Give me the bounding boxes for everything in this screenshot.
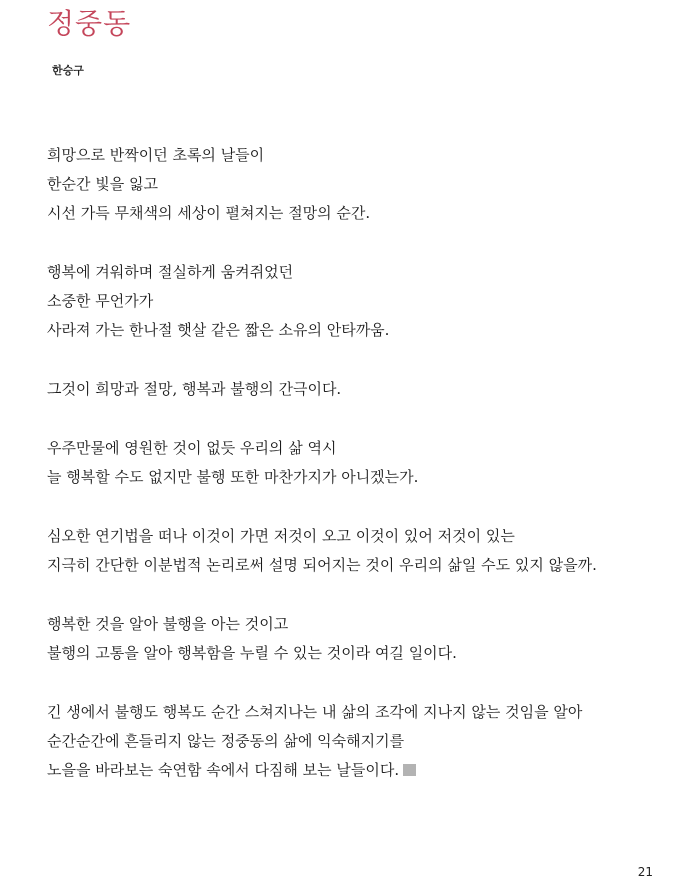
- stanza-6: [47, 610, 677, 668]
- page-title: 정중동: [47, 7, 132, 40]
- poem-line: 사라져 가는 한나절 햇살 같은 짧은 소유의 안타까움.: [47, 321, 390, 339]
- stanza-2: [47, 258, 677, 345]
- poem-line-text: 노을을 바라보는 숙연함 속에서 다짐해 보는 날들이다.: [47, 761, 400, 779]
- poem-line: 심오한 연기법을 떠나 이것이 가면 저것이 오고 이것이 있어 저것이 있는: [47, 527, 515, 545]
- poem-line: 행복한 것을 알아 불행을 아는 것이고: [47, 615, 289, 633]
- poem-line: 소중한 무언가가: [47, 292, 154, 310]
- poem-body: [47, 141, 677, 815]
- page-number: 21: [637, 865, 653, 879]
- stanza-3: [47, 375, 677, 404]
- poem-line: 긴 생에서 불행도 행복도 순간 스쳐지나는 내 삶의 조각에 지나지 않는 것임을 알아: [47, 703, 583, 721]
- poem-line: 행복에 겨워하며 절실하게 움켜쥐었던: [47, 263, 294, 281]
- stanza-5: [47, 522, 677, 580]
- stanza-1: [47, 141, 677, 228]
- stanza-4: [47, 434, 677, 492]
- poem-line: 우주만물에 영원한 것이 없듯 우리의 삶 역시: [47, 439, 337, 457]
- poem-line: 시선 가득 무채색의 세상이 펼쳐지는 절망의 순간.: [47, 204, 371, 222]
- poem-line: 희망으로 반짝이던 초록의 날들이: [47, 146, 265, 164]
- poem-line-last: [47, 756, 677, 785]
- poem-line: 지극히 간단한 이분법적 논리로써 설명 되어지는 것이 우리의 삶일 수도 있지 않을까.: [47, 556, 597, 574]
- poem-line: 한순간 빛을 잃고: [47, 175, 158, 193]
- poem-line: 불행의 고통을 알아 행복함을 누릴 수 있는 것이라 여길 일이다.: [47, 644, 457, 662]
- poem-line: 늘 행복할 수도 없지만 불행 또한 마찬가지가 아니겠는가.: [47, 468, 419, 486]
- end-mark-icon: [403, 764, 416, 776]
- poem-line: 그것이 희망과 절망, 행복과 불행의 간극이다.: [47, 380, 342, 398]
- stanza-7: [47, 698, 677, 785]
- poem-line: 순간순간에 흔들리지 않는 정중동의 삶에 익숙해지기를: [47, 732, 405, 750]
- author-name: 한승구: [52, 64, 84, 77]
